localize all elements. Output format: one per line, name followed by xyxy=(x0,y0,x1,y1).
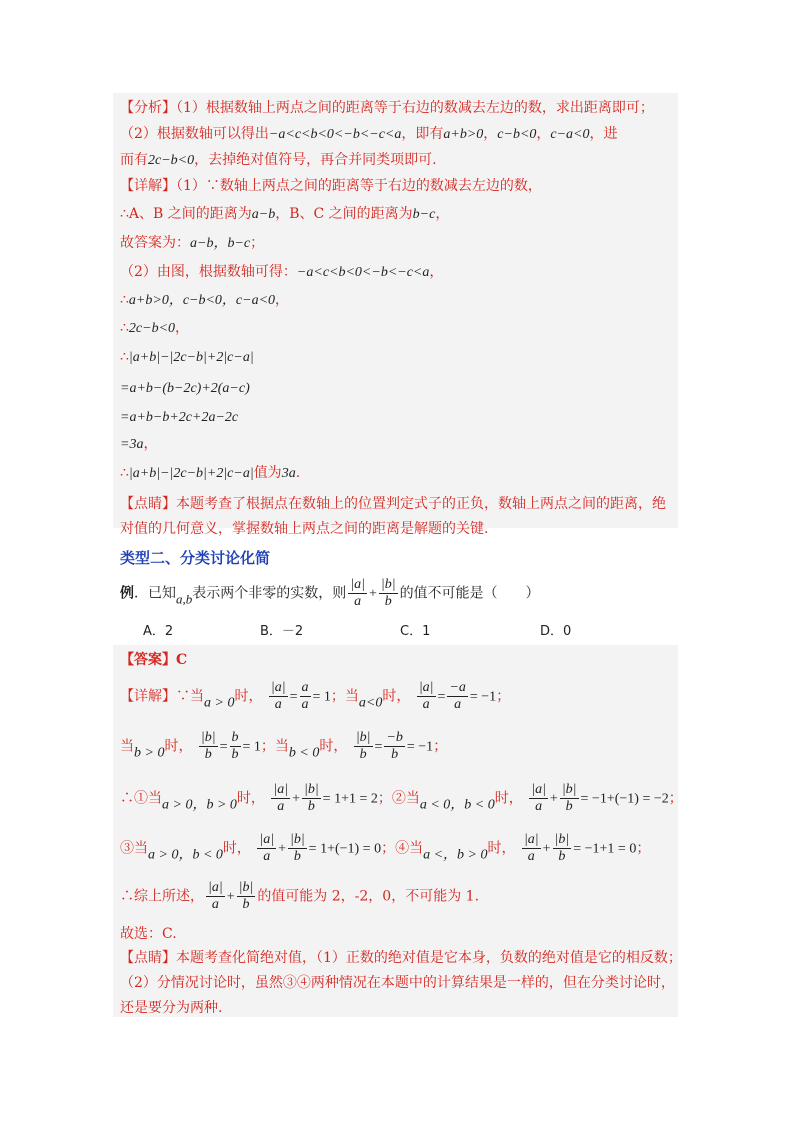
frac-den: a xyxy=(277,799,285,814)
detail-line-9 xyxy=(120,407,238,428)
text-seg: ③当 xyxy=(120,840,148,857)
example-label: 例 xyxy=(120,585,134,602)
math-seg: + xyxy=(226,889,235,905)
frac-den: b xyxy=(204,747,212,762)
frac-den: b xyxy=(242,897,250,912)
text-seg: ， xyxy=(175,320,190,336)
fraction xyxy=(288,832,307,865)
text-seg: 时， xyxy=(494,790,523,807)
text-seg: ； xyxy=(636,840,651,857)
fraction xyxy=(271,782,290,815)
math-seg: b > 0 xyxy=(134,745,165,761)
fraction xyxy=(560,782,579,815)
frac-num: |a| xyxy=(259,832,275,847)
frac-num: |a| xyxy=(531,782,546,797)
frac-num: a xyxy=(301,680,309,695)
text-seg: 还是要分为两种. xyxy=(120,1000,223,1016)
frac-den: a xyxy=(274,697,282,712)
frac-den: b xyxy=(565,799,573,814)
frac-num: |b| xyxy=(355,730,371,745)
answer-detail-4 xyxy=(120,832,650,866)
math-seg: a,b xyxy=(176,591,193,607)
text-seg: ； xyxy=(668,790,683,807)
text-seg: 当 xyxy=(120,738,134,755)
text-seg: ；④当 xyxy=(381,840,424,857)
frac-num: |b| xyxy=(289,832,305,847)
math-seg: = xyxy=(374,739,383,755)
text-seg: 时， xyxy=(487,840,516,857)
math-seg: a > 0，b > 0 xyxy=(162,797,237,813)
math-seg: =3a xyxy=(120,437,144,452)
answer-label xyxy=(120,650,187,670)
answer-detail-1 xyxy=(120,680,510,714)
frac-den: b xyxy=(359,747,367,762)
detail-line-10 xyxy=(120,434,157,455)
text-seg: ∴ xyxy=(120,292,129,308)
frac-den: a xyxy=(527,849,535,864)
text-seg: 【答案】C xyxy=(120,652,188,668)
text-seg: ； xyxy=(496,688,511,705)
detail-line-8 xyxy=(120,378,250,399)
frac-num: |a| xyxy=(273,782,289,797)
fraction xyxy=(522,832,541,865)
option-b: B．－2 xyxy=(260,624,304,639)
math-seg: + xyxy=(542,841,551,857)
math-seg: a+b>0 xyxy=(443,127,484,142)
text-seg: 【详解】（1）∵数轴上两点之间的距离等于右边的数减去左边的数， xyxy=(120,178,542,194)
answer-comment-3 xyxy=(120,998,222,1018)
fraction xyxy=(348,577,367,610)
text-seg: ， xyxy=(143,436,158,452)
math-seg: = xyxy=(219,739,228,755)
detail-line-4 xyxy=(120,262,443,283)
frac-num: −a xyxy=(449,680,466,695)
frac-num: |b| xyxy=(554,832,570,847)
fraction xyxy=(529,782,548,815)
math-seg: a−b xyxy=(251,207,276,222)
text-seg: ，即有 xyxy=(401,126,444,142)
answer-detail-5 xyxy=(120,880,479,913)
text-seg: ∴综上所述， xyxy=(120,888,204,905)
detail-line-1 xyxy=(120,176,542,196)
math-seg: = xyxy=(437,689,446,705)
frac-num: |a| xyxy=(350,577,365,592)
math-seg: a > 0，b < 0 xyxy=(148,847,223,863)
text-seg: ， xyxy=(483,126,498,142)
text-seg: ∴A、B 之间的距离为 xyxy=(120,206,252,222)
frac-num: |a| xyxy=(523,832,539,847)
text-seg: ， xyxy=(536,126,551,142)
frac-den: a xyxy=(301,697,309,712)
math-seg: −a<c<b<0<−b<−c<a xyxy=(296,265,430,280)
section-title: 类型二、分类讨论化简 xyxy=(120,549,271,567)
math-seg: = −1 xyxy=(469,689,497,705)
math-seg: + xyxy=(292,791,300,807)
text-seg: ； xyxy=(250,235,265,251)
detail-line-3 xyxy=(120,233,264,254)
frac-num: −b xyxy=(386,730,403,745)
math-seg: a+b>0，c−b<0，c−a<0 xyxy=(128,293,276,308)
fraction xyxy=(302,782,321,815)
frac-den: a xyxy=(535,799,543,814)
detail-line-2 xyxy=(120,204,449,225)
text-seg: ．已知 xyxy=(134,585,176,602)
text-seg: ；②当 xyxy=(377,790,420,807)
text-seg: 时， xyxy=(164,738,193,755)
answer-detail-2 xyxy=(120,730,447,764)
fraction xyxy=(354,730,373,763)
analysis-text: 【分析】（1）根据数轴上两点之间的距离等于右边的数减去左边的数，求出距离即可； xyxy=(120,100,654,116)
text-seg: 故选：C. xyxy=(120,926,177,942)
text-seg: 值为 xyxy=(253,465,282,481)
text-seg: 对值的几何意义，掌握数轴上两点之间的距离是解题的关键. xyxy=(120,521,489,537)
text-seg: ∴ xyxy=(120,465,129,481)
frac-num: |b| xyxy=(303,782,319,797)
text-seg: ， xyxy=(429,264,444,280)
text-seg: ；当 xyxy=(260,738,289,755)
text-seg: 时， xyxy=(319,738,348,755)
fraction xyxy=(269,680,288,713)
answer-choice xyxy=(120,924,177,944)
frac-num: |b| xyxy=(200,730,216,745)
math-seg: = −1+1 = 0 xyxy=(573,841,637,857)
text-seg: 的值不可能是（ ） xyxy=(399,585,540,602)
math-seg: c−a<0 xyxy=(550,127,590,142)
text-seg: ， xyxy=(435,206,450,222)
answer-comment-1 xyxy=(120,948,682,968)
text-seg: 故答案为： xyxy=(120,235,190,251)
answer-comment-2 xyxy=(120,973,675,993)
text-seg: 时， xyxy=(222,840,251,857)
text-seg: ， xyxy=(275,292,290,308)
math-seg: b−c xyxy=(412,207,436,222)
frac-num: |a| xyxy=(208,880,223,895)
math-seg: = xyxy=(289,689,298,705)
fraction xyxy=(447,680,467,713)
frac-num: |b| xyxy=(561,782,577,797)
text-seg: 【详解】∵当 xyxy=(120,688,204,705)
text-seg: ∴①当 xyxy=(120,790,162,807)
math-seg: a < 0，b < 0 xyxy=(419,797,495,813)
math-seg: =a+b−(b−2c)+2(a−c) xyxy=(120,381,250,396)
frac-den: a xyxy=(354,594,362,609)
math-seg: = 1 xyxy=(312,689,331,705)
frac-den: a xyxy=(263,849,271,864)
math-seg: 2c−b<0 xyxy=(148,153,195,168)
math-seg: + xyxy=(368,586,377,602)
fraction xyxy=(384,730,404,763)
fraction xyxy=(257,832,276,865)
frac-den: b xyxy=(293,849,301,864)
text-seg: （2）根据数轴可以得出 xyxy=(120,126,269,142)
text-seg: 的值可能为 2，-2，0，不可能为 1. xyxy=(257,888,480,905)
analysis-line-3 xyxy=(120,150,437,171)
math-seg: 2c−b<0 xyxy=(128,321,176,336)
frac-den: b xyxy=(558,849,566,864)
option-a: A．2 xyxy=(143,624,174,639)
fraction xyxy=(199,730,218,763)
text-seg: 时， xyxy=(234,688,263,705)
math-seg: = −1+(−1) = −2 xyxy=(580,791,669,807)
math-seg: = 1+(−1) = 0 xyxy=(308,841,382,857)
fraction xyxy=(300,680,311,713)
math-seg: a > 0 xyxy=(204,695,235,711)
math-seg: 3a xyxy=(281,466,296,481)
text-seg: 时， xyxy=(236,790,265,807)
fraction xyxy=(553,832,572,865)
text-seg: 而有 xyxy=(120,152,148,168)
detail-line-11 xyxy=(120,463,300,484)
text-seg: ∴ xyxy=(120,349,129,365)
option-c: C．1 xyxy=(400,624,431,639)
frac-den: b xyxy=(307,799,315,814)
answer-detail-3 xyxy=(120,782,683,816)
math-seg: + xyxy=(278,841,286,857)
text-seg: ∴ xyxy=(120,320,129,336)
frac-den: a xyxy=(211,897,219,912)
math-seg: a <，b > 0 xyxy=(423,847,488,863)
detail-line-5 xyxy=(120,290,289,311)
frac-num: |b| xyxy=(238,880,254,895)
text-seg: （2）由图，根据数轴可得： xyxy=(120,264,297,280)
math-seg: + xyxy=(549,791,558,807)
analysis-line-2 xyxy=(120,124,618,145)
comment-line-2 xyxy=(120,519,488,539)
text-seg: ，B、C 之间的距离为 xyxy=(275,206,413,222)
math-seg: a<0 xyxy=(358,695,383,711)
fraction xyxy=(230,730,241,763)
math-seg: b < 0 xyxy=(288,745,320,761)
detail-line-7 xyxy=(120,347,254,368)
text-seg: 时， xyxy=(382,688,411,705)
frac-den: b xyxy=(231,747,239,762)
option-d: D．0 xyxy=(540,624,572,639)
text-seg: 【点睛】本题考查了根据点在数轴上的位置判定式子的正负，数轴上两点之间的距离，绝 xyxy=(120,496,666,512)
text-seg: 【点睛】本题考查化简绝对值，（1）正数的绝对值是它本身，负数的绝对值是它的相反数； xyxy=(120,950,682,966)
frac-num: |b| xyxy=(380,577,396,592)
text-seg: 表示两个非零的实数，则 xyxy=(192,585,347,602)
fraction xyxy=(417,680,436,713)
math-seg: =a+b−b+2c+2a−2c xyxy=(120,410,239,425)
math-seg: a−b，b−c xyxy=(190,236,251,251)
example-question xyxy=(120,577,540,610)
text-seg: ；当 xyxy=(330,688,359,705)
math-seg: = 1+1 = 2 xyxy=(322,791,378,807)
text-seg: （2）分情况讨论时，虽然③④两种情况在本题中的计算结果是一样的，但在分类讨论时， xyxy=(120,975,675,991)
frac-den: b xyxy=(384,594,392,609)
frac-den: a xyxy=(422,697,430,712)
text-seg: . xyxy=(295,465,301,481)
math-seg: = −1 xyxy=(406,739,434,755)
fraction xyxy=(379,577,398,610)
text-seg: ，去掉绝对值符号，再合并同类项即可. xyxy=(194,152,437,168)
fraction xyxy=(206,880,225,913)
math-seg: c−b<0 xyxy=(497,127,537,142)
analysis-line-1 xyxy=(120,98,654,118)
frac-num: |a| xyxy=(418,680,434,695)
text-seg: ； xyxy=(433,738,448,755)
frac-num: b xyxy=(231,730,239,745)
math-seg: = 1 xyxy=(242,739,261,755)
frac-den: a xyxy=(454,697,462,712)
text-seg: ，进 xyxy=(589,126,618,142)
math-seg: |a+b|−|2c−b|+2|c−a| xyxy=(128,466,254,481)
comment-line-1 xyxy=(120,494,666,514)
detail-line-6 xyxy=(120,318,189,339)
frac-den: b xyxy=(391,747,399,762)
frac-num: |a| xyxy=(270,680,286,695)
math-seg: |a+b|−|2c−b|+2|c−a| xyxy=(128,350,254,365)
math-seg: −a<c<b<0<−b<−c<a xyxy=(268,127,402,142)
fraction xyxy=(237,880,256,913)
